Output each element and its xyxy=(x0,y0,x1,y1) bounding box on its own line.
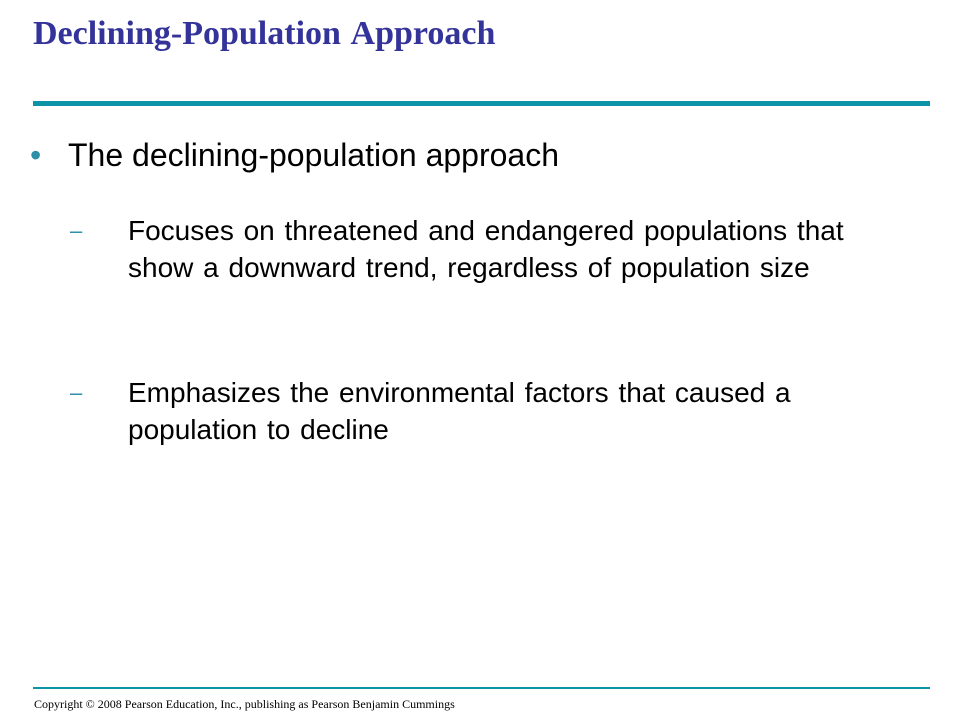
bullet-marker-icon: • xyxy=(30,137,42,173)
title-divider xyxy=(33,101,930,106)
footer-divider xyxy=(33,687,930,689)
sub-bullet-text: Focuses on threatened and endangered populations that show a downward trend, regardless of population size xyxy=(128,215,844,283)
slide-title: Declining-Population Approach xyxy=(33,15,496,52)
dash-marker-icon: – xyxy=(70,380,83,405)
dash-marker-icon: – xyxy=(70,218,83,243)
sub-bullet-text: Emphasizes the environmental factors that caused a population to decline xyxy=(128,377,791,445)
copyright-notice: Copyright © 2008 Pearson Education, Inc., publishing as Pearson Benjamin Cummings xyxy=(34,697,455,711)
bullet-text: The declining-population approach xyxy=(68,137,560,173)
